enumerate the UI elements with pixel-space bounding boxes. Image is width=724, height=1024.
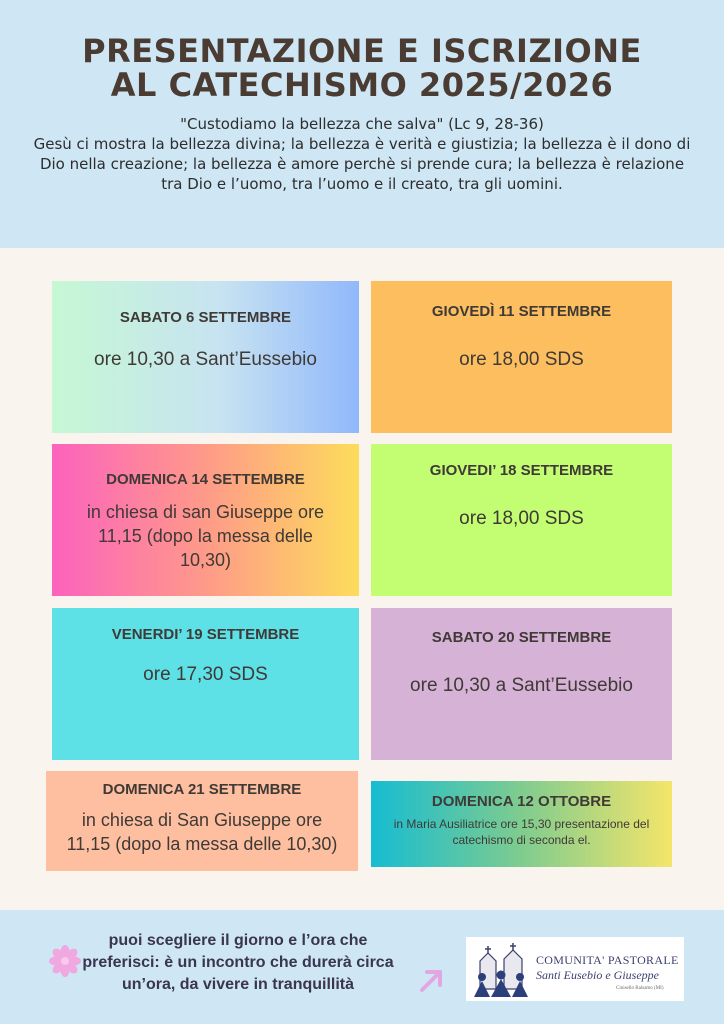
logo-subtitle: Santi Eusebio e Giuseppe (536, 968, 659, 982)
event-card (371, 608, 672, 760)
event-info: ore 18,00 SDS (459, 508, 584, 529)
event-card (46, 771, 358, 871)
event-info: ore 18,00 SDS (459, 349, 584, 370)
event-day: GIOVEDI’ 18 SETTEMBRE (429, 462, 614, 479)
event-day: VENERDI’ 19 SETTEMBRE (111, 626, 300, 643)
event-card (371, 281, 672, 433)
theme-description: Gesù ci mostra la bellezza divina; la bellezza è verità e giustizia; la bellezza è il dono di Dio nella creazione; la bellezza è amore perchè si prende cura; la bellezza è relazione tra Dio e l’uomo, tra l’uomo e il creato, tra gli uomini. (33, 135, 691, 193)
event-day: DOMENICA 21 SETTEMBRE (102, 781, 302, 798)
event-day: SABATO 6 SETTEMBRE (119, 309, 292, 326)
event-info: ore 10,30 a Sant’Eussebio (94, 349, 317, 370)
flower-icon (48, 944, 82, 978)
church-logo-icon (470, 939, 532, 999)
footer-note: puoi scegliere il giorno e l’ora che preferisci: è un incontro che durerà circa un’ora, da vivere in tranquillità (82, 932, 394, 993)
title-line-2: AL CATECHISMO 2025/2026 (110, 66, 614, 104)
event-card (371, 444, 672, 596)
event-card (52, 444, 359, 596)
event-info: ore 17,30 SDS (143, 664, 268, 685)
event-info: in chiesa di San Giuseppe ore 11,15 (dopo la messa delle 10,30) (66, 810, 338, 854)
event-card (52, 608, 359, 760)
title-line-1: PRESENTAZIONE E ISCRIZIONE (82, 32, 642, 70)
parish-logo (466, 937, 684, 1001)
logo-location: Cinisello Balsamo (MI) (616, 986, 664, 991)
event-day: DOMENICA 14 SETTEMBRE (106, 471, 305, 488)
event-info: in Maria Ausiliatrice ore 15,30 presentazione del catechismo di seconda el. (393, 817, 650, 847)
arrow-up-right-icon (416, 964, 448, 996)
event-info: ore 10,30 a Sant’Eussebio (410, 675, 633, 696)
event-day: SABATO 20 SETTEMBRE (431, 629, 612, 646)
event-info: in chiesa di san Giuseppe ore 11,15 (dopo la messa delle 10,30) (86, 502, 325, 570)
event-day: GIOVEDÌ 11 SETTEMBRE (431, 303, 612, 320)
header-banner (0, 0, 724, 248)
event-card (52, 281, 359, 433)
event-day: DOMENICA 12 OTTOBRE (431, 793, 612, 810)
event-card (371, 781, 672, 867)
bible-quote: "Custodiamo la bellezza che salva" (Lc 9, 28-36) (180, 115, 544, 133)
logo-title: COMUNITA' PASTORALE (536, 953, 679, 967)
page-title (0, 34, 724, 102)
